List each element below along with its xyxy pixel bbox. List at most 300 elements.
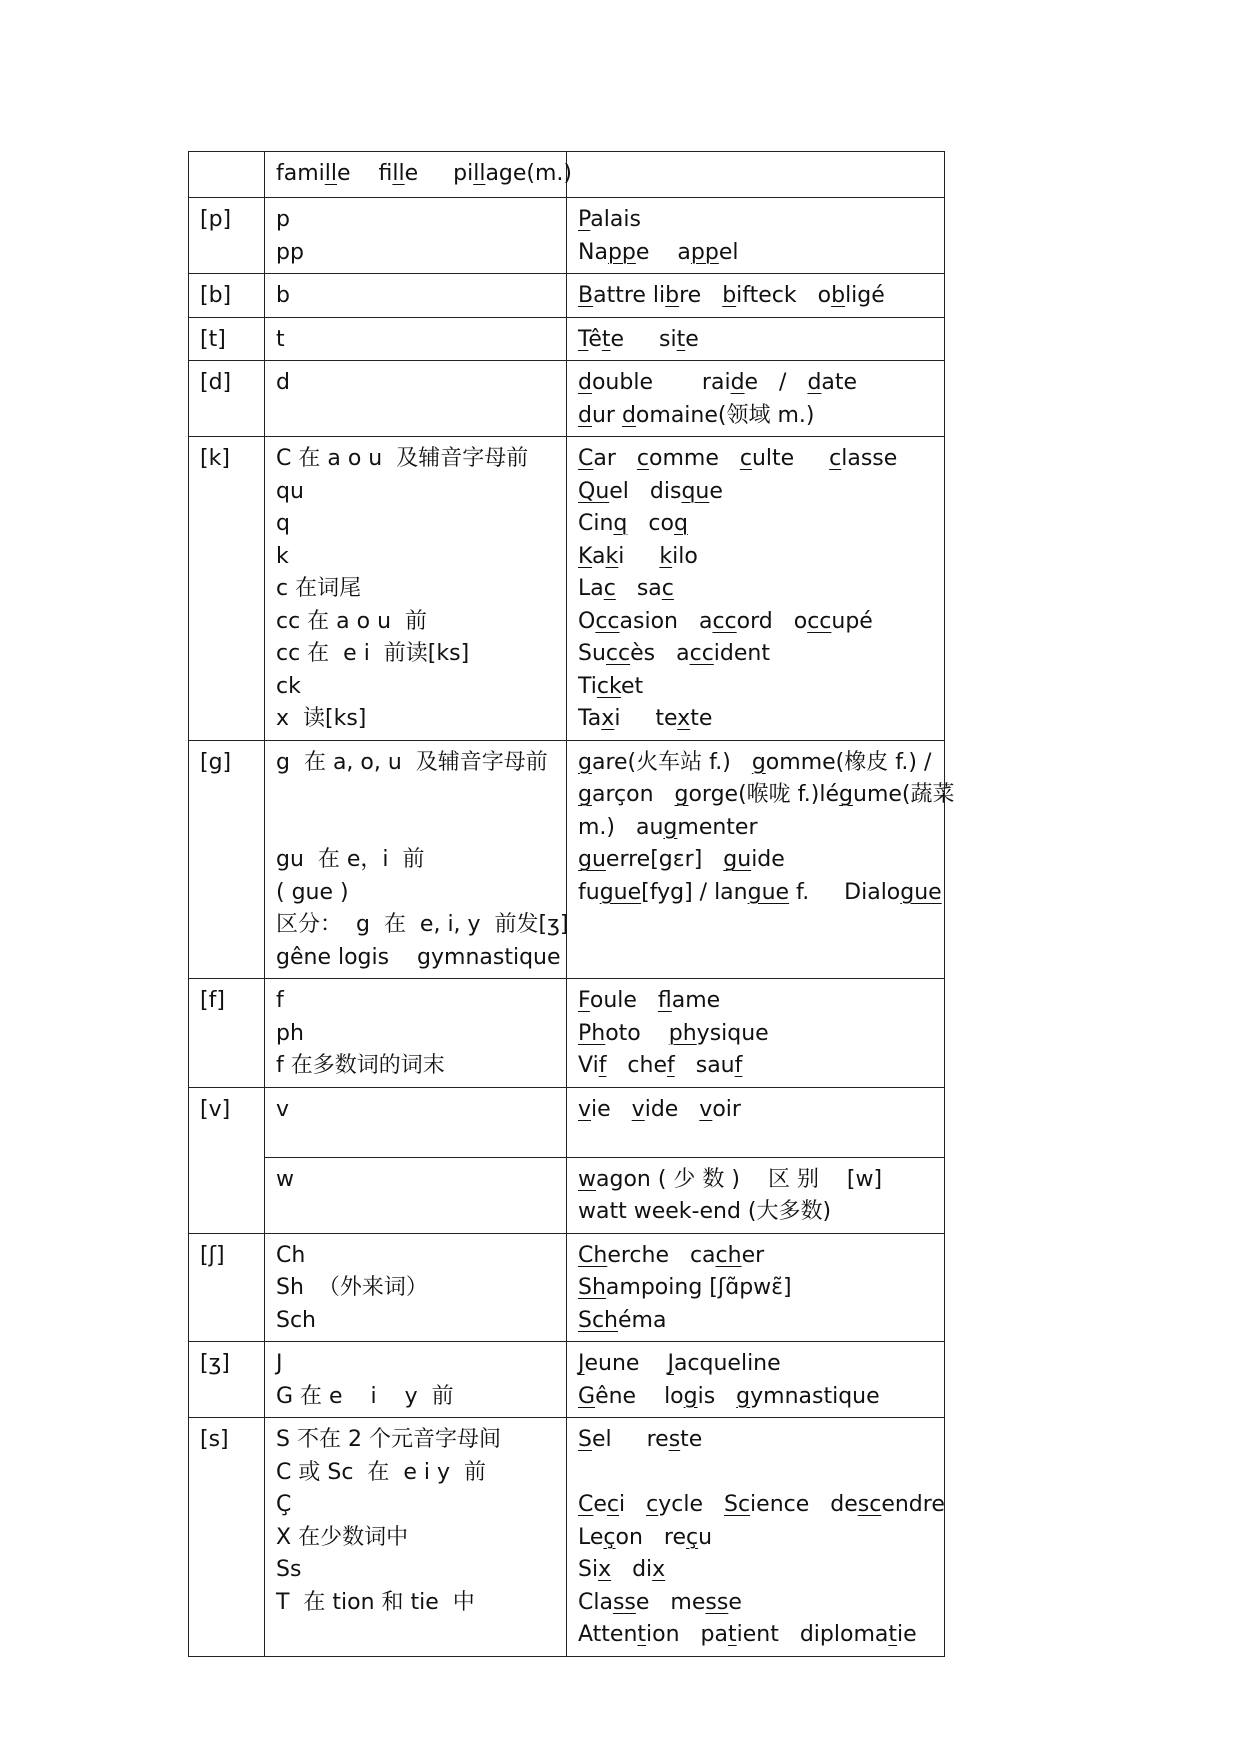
text-segment: Ç xyxy=(276,1492,292,1517)
underlined-letters: d xyxy=(621,402,636,428)
text-segment: Ss xyxy=(276,1557,302,1582)
phoneme-cell xyxy=(189,1342,265,1418)
text-segment: ord o xyxy=(736,608,808,634)
table-row xyxy=(189,361,945,437)
text-segment: éma xyxy=(618,1307,667,1333)
underlined-letters: T xyxy=(578,326,589,352)
text-segment: S 不在 2 个元音字母间 xyxy=(276,1427,501,1452)
text-line xyxy=(578,1272,934,1305)
text-segment: ie xyxy=(591,1096,632,1122)
underlined-letters: f xyxy=(667,1053,675,1078)
text-line xyxy=(276,638,556,671)
underlined-letters: b xyxy=(665,283,680,308)
table-row xyxy=(189,437,945,741)
examples-cell xyxy=(567,1342,945,1418)
text-segment: Atten xyxy=(578,1622,638,1647)
text-line xyxy=(578,1348,934,1381)
text-segment: cc 在 a o u 前 xyxy=(276,608,428,634)
underlined-letters: c xyxy=(646,1492,659,1517)
text-line xyxy=(578,747,934,780)
text-line xyxy=(578,703,934,736)
text-segment: gêne logis gymnastique xyxy=(276,944,561,970)
text-segment: ulte xyxy=(751,446,830,471)
text-segment: i xyxy=(618,543,660,569)
text-line xyxy=(578,1050,934,1083)
text-segment: alais xyxy=(590,207,641,232)
spelling-cell xyxy=(265,198,567,274)
text-line xyxy=(276,1240,556,1273)
phoneme-symbol: [g] xyxy=(200,749,232,775)
phoneme-symbol: [ʃ] xyxy=(200,1242,225,1268)
text-segment: gu 在 e，i 前 xyxy=(276,847,425,872)
text-line xyxy=(276,324,556,357)
text-segment: ph xyxy=(276,1020,304,1046)
text-segment: che xyxy=(606,1053,667,1078)
underlined-letters: x xyxy=(598,1557,612,1582)
underlined-letters: pp xyxy=(607,239,636,265)
phoneme-symbol: [d] xyxy=(200,370,232,395)
text-segment: acqueline xyxy=(673,1351,781,1376)
text-segment: er xyxy=(741,1242,765,1268)
phoneme-symbol: [t] xyxy=(200,326,226,352)
underlined-letters: qu xyxy=(681,478,710,504)
underlined-letters: cc xyxy=(689,641,714,666)
underlined-letters: Ch xyxy=(578,1242,608,1268)
text-line xyxy=(276,1381,556,1414)
underlined-letters: ss xyxy=(612,1589,636,1615)
text-segment: arçon xyxy=(591,782,675,807)
text-line xyxy=(578,1619,934,1652)
text-segment: te xyxy=(680,1427,703,1452)
text-segment: ar xyxy=(593,446,637,471)
examples-cell xyxy=(567,437,945,741)
phoneme-cell xyxy=(189,152,265,198)
phoneme-cell xyxy=(189,740,265,979)
text-segment: ide xyxy=(644,1096,700,1122)
text-segment: cc 在 e i 前读[ks] xyxy=(276,641,470,666)
text-segment: Cin xyxy=(578,511,614,536)
phoneme-cell xyxy=(189,317,265,361)
text-line xyxy=(276,1554,556,1587)
text-segment: O xyxy=(578,608,596,634)
text-line xyxy=(578,1554,934,1587)
phoneme-cell xyxy=(189,198,265,274)
text-segment: e me xyxy=(635,1589,706,1615)
text-segment: e a xyxy=(635,239,691,265)
text-segment: C 或 Sc 在 e i y 前 xyxy=(276,1459,487,1485)
underlined-letters: x xyxy=(677,706,691,731)
table-row xyxy=(189,979,945,1088)
text-segment: ck xyxy=(276,673,301,699)
text-segment: ouble rai xyxy=(591,370,731,395)
text-segment: x 读[ks] xyxy=(276,706,367,731)
text-line xyxy=(276,237,556,270)
spelling-cell xyxy=(265,152,573,198)
phoneme-cell xyxy=(189,1087,265,1233)
text-segment: m.) au xyxy=(578,814,664,840)
underlined-letters: c xyxy=(661,576,674,601)
text-line xyxy=(578,844,934,877)
underlined-letters: G xyxy=(578,1383,596,1409)
text-segment: Le xyxy=(578,1524,604,1550)
text-segment: [fyg] / lan xyxy=(641,879,748,905)
text-line xyxy=(578,508,934,541)
underlined-letters: ch xyxy=(715,1242,742,1268)
text-segment: w xyxy=(276,1166,294,1192)
underlined-letters: cc xyxy=(605,641,631,666)
text-line xyxy=(276,985,556,1018)
text-segment: Vi xyxy=(578,1053,599,1078)
text-segment: erche ca xyxy=(607,1242,716,1268)
text-segment: qu xyxy=(276,478,304,504)
text-line xyxy=(578,541,934,574)
text-segment: d xyxy=(276,370,290,395)
text-line xyxy=(578,1094,934,1127)
text-segment: agon ( 少 数 ) 区 别 [w] watt week-end (大多数) xyxy=(578,1166,897,1224)
phoneme-cell xyxy=(189,1233,265,1342)
underlined-letters: c xyxy=(829,446,842,471)
text-segment: e xyxy=(728,1589,742,1615)
underlined-letters: gu xyxy=(578,847,606,872)
underlined-letters: P xyxy=(578,207,591,232)
text-segment: ên xyxy=(595,1383,623,1409)
underlined-letters: d xyxy=(807,370,822,395)
spelling-cell xyxy=(265,979,567,1088)
text-line xyxy=(276,280,556,313)
underlined-letters: f xyxy=(657,988,672,1013)
text-segment: Cla xyxy=(578,1589,613,1615)
underlined-letters: k xyxy=(605,543,619,569)
underlined-letters: ck xyxy=(596,673,621,699)
text-segment: erre[gɛr] xyxy=(605,847,724,872)
text-line xyxy=(578,985,934,1018)
underlined-letters: v xyxy=(631,1096,645,1122)
text-line xyxy=(578,877,942,910)
text-line xyxy=(578,1164,934,1229)
spelling-cell xyxy=(265,437,567,741)
text-segment: T 在 tion 和 tie 中 xyxy=(276,1589,475,1615)
underlined-letters: cc xyxy=(595,608,620,634)
text-segment: ide xyxy=(751,847,785,872)
text-line xyxy=(578,1424,934,1457)
text-segment: i xyxy=(619,1492,647,1517)
text-segment: Sh （外来词） xyxy=(276,1275,428,1300)
text-segment: Na xyxy=(578,239,608,265)
text-segment: J xyxy=(276,1351,283,1376)
text-segment: C 在 a o u 及辅音字母前 xyxy=(276,446,529,471)
underlined-letters: q xyxy=(613,511,628,536)
text-segment: oto xyxy=(605,1020,669,1046)
text-segment: el dis xyxy=(609,478,682,504)
underlined-letters: gu xyxy=(723,847,752,872)
text-line xyxy=(578,324,934,357)
underlined-letters: gue xyxy=(599,879,642,905)
underlined-letters: ç xyxy=(686,1524,699,1550)
text-line xyxy=(578,443,934,476)
text-segment: f xyxy=(276,988,284,1013)
underlined-letters: g xyxy=(674,782,689,807)
spelling-cell xyxy=(265,1233,567,1342)
underlined-letters: t xyxy=(637,1622,647,1647)
text-line xyxy=(578,1018,934,1051)
underlined-letters: cc xyxy=(712,608,737,634)
text-line xyxy=(276,1489,556,1522)
text-segment: ( gue ) xyxy=(276,879,349,905)
examples-cell xyxy=(567,198,945,274)
underlined-letters: sc xyxy=(857,1492,882,1517)
underlined-letters: F xyxy=(578,988,590,1013)
text-segment: omaine(领域 m.) xyxy=(635,402,815,428)
text-segment: ident xyxy=(713,641,770,666)
text-segment: Sch xyxy=(276,1307,317,1333)
underlined-letters: f xyxy=(598,1053,607,1078)
text-segment: ume(蔬菜 xyxy=(853,782,955,807)
text-line xyxy=(276,1272,556,1305)
text-line xyxy=(578,606,934,639)
text-segment: ycle xyxy=(658,1492,724,1517)
text-segment: upé xyxy=(831,608,873,634)
text-line xyxy=(276,1348,556,1381)
text-line xyxy=(276,671,556,704)
table-row xyxy=(189,198,945,274)
text-segment: on re xyxy=(615,1524,686,1550)
table-row xyxy=(189,1342,945,1418)
underlined-letters: x xyxy=(652,1557,666,1582)
text-segment: ience de xyxy=(750,1492,858,1517)
text-segment: ilo xyxy=(672,543,698,569)
text-line xyxy=(578,476,934,509)
text-segment: X 在少数词中 xyxy=(276,1524,409,1550)
phoneme-symbol: [ʒ] xyxy=(200,1351,230,1376)
underlined-letters: K xyxy=(578,543,593,569)
spelling-cell xyxy=(265,1418,567,1657)
text-segment: G 在 e i y 前 xyxy=(276,1383,454,1409)
underlined-letters: J xyxy=(578,1351,585,1376)
text-segment: orge(喉咙 f.)lé xyxy=(688,782,840,807)
text-segment: pp xyxy=(276,239,304,265)
text-segment: e xyxy=(593,1492,607,1517)
phonetics-table xyxy=(188,151,955,1657)
examples-cell xyxy=(567,361,945,437)
text-line xyxy=(276,1164,556,1197)
examples-cell xyxy=(567,1157,945,1233)
text-segment: f 在多数词的词末 xyxy=(276,1053,445,1078)
text-segment: omme(橡皮 f.) / xyxy=(765,749,932,775)
underlined-letters: c xyxy=(636,446,649,471)
spelling-cell xyxy=(265,274,567,318)
text-segment: ès a xyxy=(630,641,690,666)
text-line xyxy=(578,280,934,313)
table-row xyxy=(189,1087,945,1157)
text-segment: f. Dialo xyxy=(789,879,901,905)
text-line xyxy=(578,1587,934,1620)
text-line xyxy=(276,1457,556,1490)
text-segment: g 在 a, o, u 及辅音字母前 xyxy=(276,749,548,775)
text-line xyxy=(276,541,556,574)
underlined-letters: C xyxy=(578,1492,594,1517)
spelling-cell xyxy=(265,740,567,979)
text-segment: v xyxy=(276,1096,290,1122)
text-segment: co xyxy=(627,511,674,536)
text-segment: is xyxy=(697,1383,737,1409)
underlined-letters: q xyxy=(673,511,688,536)
text-segment: ie xyxy=(897,1622,917,1647)
underlined-letters: ll xyxy=(324,161,338,186)
underlined-letters: gue xyxy=(900,879,942,905)
text-segment: ymnastique xyxy=(750,1383,880,1409)
underlined-letters: d xyxy=(578,370,592,395)
underlined-letters: b xyxy=(831,283,846,308)
underlined-letters: t xyxy=(888,1622,898,1647)
table-row xyxy=(189,1418,945,1657)
text-segment: e pi xyxy=(404,161,474,186)
text-segment: fu xyxy=(578,879,600,905)
underlined-letters: g xyxy=(751,749,766,775)
text-segment: Ch xyxy=(276,1242,306,1268)
text-segment: asion a xyxy=(619,608,713,634)
phoneme-symbol: [b] xyxy=(200,283,232,308)
table-row xyxy=(189,740,945,979)
underlined-letters: d xyxy=(578,402,592,428)
underlined-letters: Ph xyxy=(578,1020,606,1046)
phoneme-cell xyxy=(189,437,265,741)
spelling-cell xyxy=(265,361,567,437)
text-segment: Ta xyxy=(578,706,602,731)
underlined-letters: J xyxy=(667,1351,674,1376)
text-line xyxy=(276,1094,556,1127)
text-line xyxy=(276,1018,556,1051)
text-segment: ampoing [ʃɑ̃pwɛ̃] xyxy=(605,1275,792,1300)
text-segment: menter xyxy=(677,814,758,840)
text-segment: re xyxy=(679,283,723,308)
text-line xyxy=(578,573,934,606)
text-segment: i te xyxy=(614,706,678,731)
text-segment: sau xyxy=(674,1053,735,1078)
text-line xyxy=(276,1587,556,1620)
text-segment: Ti xyxy=(578,673,597,699)
text-segment: p xyxy=(276,207,290,232)
text-line xyxy=(276,909,569,942)
text-segment: q xyxy=(276,511,290,536)
text-segment: u xyxy=(698,1524,713,1550)
underlined-letters: g xyxy=(683,1383,698,1409)
phoneme-symbol: [f] xyxy=(200,988,225,1013)
text-segment: ifteck o xyxy=(736,283,832,308)
text-segment: e / xyxy=(744,370,808,395)
text-segment: e xyxy=(685,326,699,352)
text-segment: el re xyxy=(591,1427,669,1452)
text-line xyxy=(276,747,556,780)
underlined-letters: c xyxy=(739,446,752,471)
text-line xyxy=(578,812,934,845)
text-segment: fami xyxy=(276,161,325,186)
text-line xyxy=(276,844,556,877)
text-segment: k xyxy=(276,543,289,569)
text-segment: b xyxy=(276,283,290,308)
text-segment: a xyxy=(592,543,606,569)
text-line xyxy=(276,158,573,191)
text-line xyxy=(578,779,955,812)
examples-cell xyxy=(567,317,945,361)
table-row xyxy=(189,274,945,318)
underlined-letters: Qu xyxy=(578,478,610,504)
underlined-letters: v xyxy=(578,1096,592,1122)
text-line xyxy=(578,367,934,432)
text-segment: omme xyxy=(649,446,740,471)
text-segment: lo xyxy=(636,1383,684,1409)
text-line xyxy=(276,606,556,639)
text-line xyxy=(578,638,934,671)
phoneme-symbol: [k] xyxy=(200,446,230,471)
text-segment: Si xyxy=(578,1557,599,1582)
text-line xyxy=(578,1381,934,1414)
text-segment: are(火车站 f.) xyxy=(591,749,752,775)
phoneme-cell xyxy=(189,274,265,318)
underlined-letters: s xyxy=(668,1427,681,1452)
underlined-letters: t xyxy=(676,326,686,352)
underlined-letters: g xyxy=(578,782,592,807)
underlined-letters: w xyxy=(578,1166,596,1192)
text-segment: 区分： g 在 e, i, y 前发[ʒ] xyxy=(276,912,569,937)
text-segment: c 在词尾 xyxy=(276,576,362,601)
underlined-letters: cc xyxy=(807,608,832,634)
examples-cell xyxy=(567,152,945,198)
underlined-letters: t xyxy=(728,1622,737,1647)
text-segment: lasse xyxy=(841,446,898,471)
text-segment: ysique xyxy=(696,1020,769,1046)
underlined-letters: B xyxy=(578,283,594,308)
text-segment: ur xyxy=(591,402,622,428)
text-segment: endre xyxy=(881,1492,945,1517)
spelling-cell xyxy=(265,1157,567,1233)
examples-cell xyxy=(567,1233,945,1342)
examples-cell xyxy=(567,740,955,979)
underlined-letters: f xyxy=(734,1053,743,1078)
text-line xyxy=(578,237,934,270)
underlined-letters: k xyxy=(659,543,673,569)
text-segment: ligé xyxy=(845,283,885,308)
text-segment: e si xyxy=(610,326,677,352)
text-segment: attre li xyxy=(593,283,666,308)
text-segment: di xyxy=(611,1557,653,1582)
text-line xyxy=(578,204,934,237)
underlined-letters: ss xyxy=(705,1589,729,1615)
underlined-letters: ll xyxy=(473,161,486,186)
underlined-letters: c xyxy=(603,576,616,601)
text-line xyxy=(276,508,556,541)
text-segment: e xyxy=(709,478,723,504)
phoneme-symbol: [v] xyxy=(200,1096,231,1122)
spelling-cell xyxy=(265,1087,567,1157)
text-segment: el xyxy=(718,239,739,265)
underlined-letters: g xyxy=(736,1383,751,1409)
table-row xyxy=(189,152,945,198)
underlined-letters: g xyxy=(663,814,678,840)
text-segment: ê xyxy=(588,326,602,352)
table-row xyxy=(189,317,945,361)
phoneme-cell xyxy=(189,979,265,1088)
text-segment: age(m.) xyxy=(485,161,573,186)
text-line xyxy=(276,1050,556,1083)
underlined-letters: C xyxy=(578,446,594,471)
underlined-letters: pp xyxy=(690,239,719,265)
text-line xyxy=(578,1305,934,1338)
underlined-letters: c xyxy=(606,1492,620,1517)
text-segment: e fi xyxy=(337,161,393,186)
text-segment: ion pa xyxy=(646,1622,728,1647)
phoneme-cell xyxy=(189,361,265,437)
text-line xyxy=(578,1240,934,1273)
